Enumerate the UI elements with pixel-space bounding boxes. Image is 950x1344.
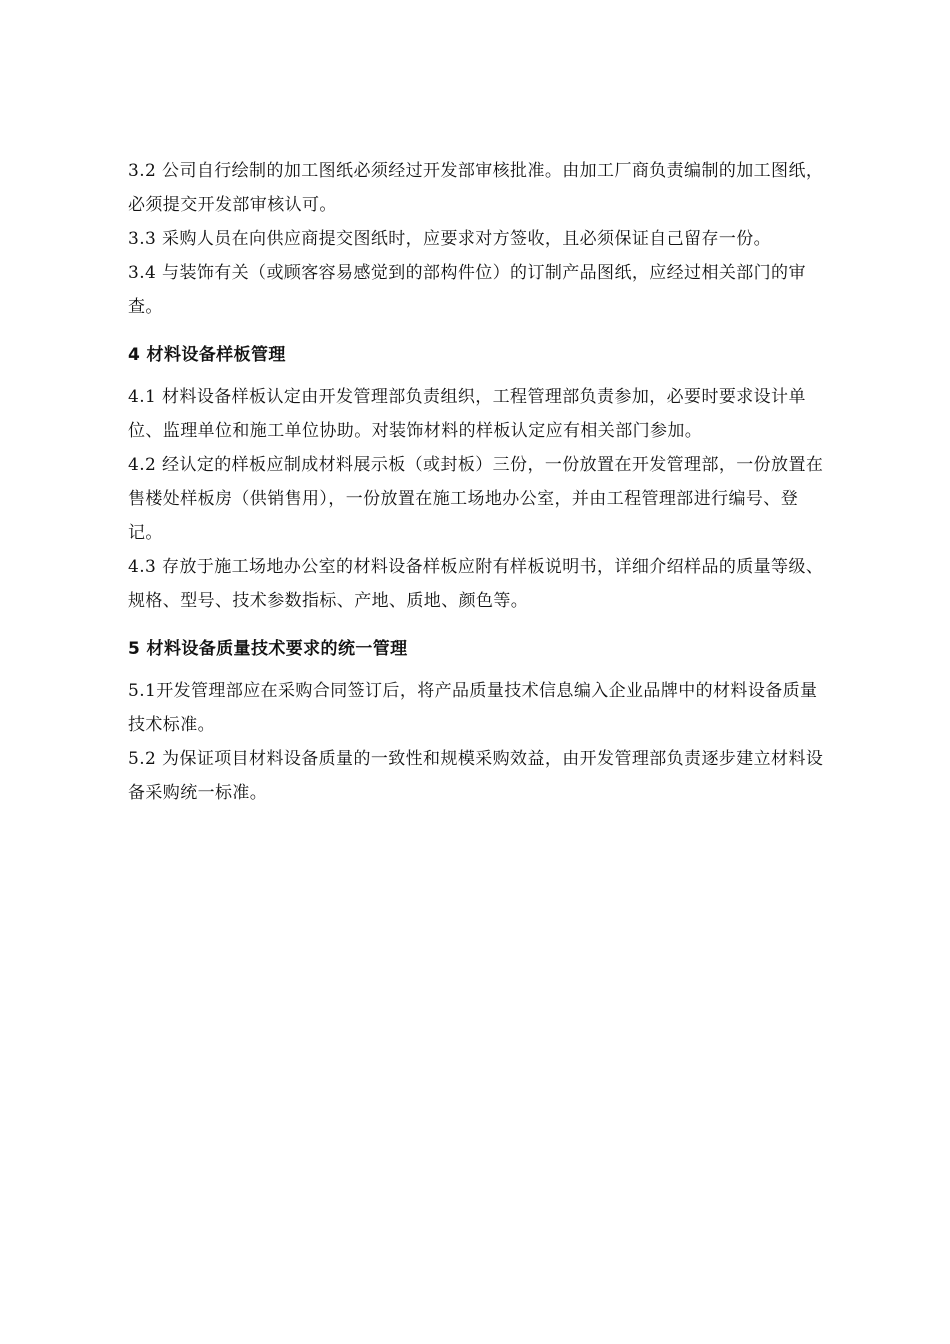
section-4-heading: 4 材料设备样板管理 bbox=[128, 345, 286, 365]
paragraph-5-1: 5.1开发管理部应在采购合同签订后，将产品质量技术信息编入企业品牌中的材料设备质量技术标准。 bbox=[128, 681, 818, 735]
paragraph-4-2: 4.2 经认定的样板应制成材料展示板（或封板）三份，一份放置在开发管理部，一份放置在售楼处样板房（供销售用），一份放置在施工场地办公室，并由工程管理部进行编号、登记。 bbox=[128, 455, 824, 543]
paragraph-4-1: 4.1 材料设备样板认定由开发管理部负责组织，工程管理部负责参加，必要时要求设计单位、监理单位和施工单位协助。对装饰材料的样板认定应有相关部门参加。 bbox=[128, 387, 806, 441]
section-5-heading: 5 材料设备质量技术要求的统一管理 bbox=[128, 639, 408, 659]
document-body bbox=[128, 154, 828, 810]
paragraph-5-2: 5.2 为保证项目材料设备质量的一致性和规模采购效益，由开发管理部负责逐步建立材料设备采购统一标准。 bbox=[128, 749, 824, 803]
paragraph-3-4: 3.4 与装饰有关（或顾客容易感觉到的部构件位）的订制产品图纸，应经过相关部门的审查。 bbox=[128, 263, 806, 317]
paragraph-3-3: 3.3 采购人员在向供应商提交图纸时，应要求对方签收，且必须保证自己留存一份。 bbox=[128, 229, 772, 249]
paragraph-3-2: 3.2 公司自行绘制的加工图纸必须经过开发部审核批准。由加工厂商负责编制的加工图纸，必须提交开发部审核认可。 bbox=[128, 161, 824, 215]
paragraph-4-3: 4.3 存放于施工场地办公室的材料设备样板应附有样板说明书，详细介绍样品的质量等级、规格、型号、技术参数指标、产地、质地、颜色等。 bbox=[128, 557, 824, 611]
